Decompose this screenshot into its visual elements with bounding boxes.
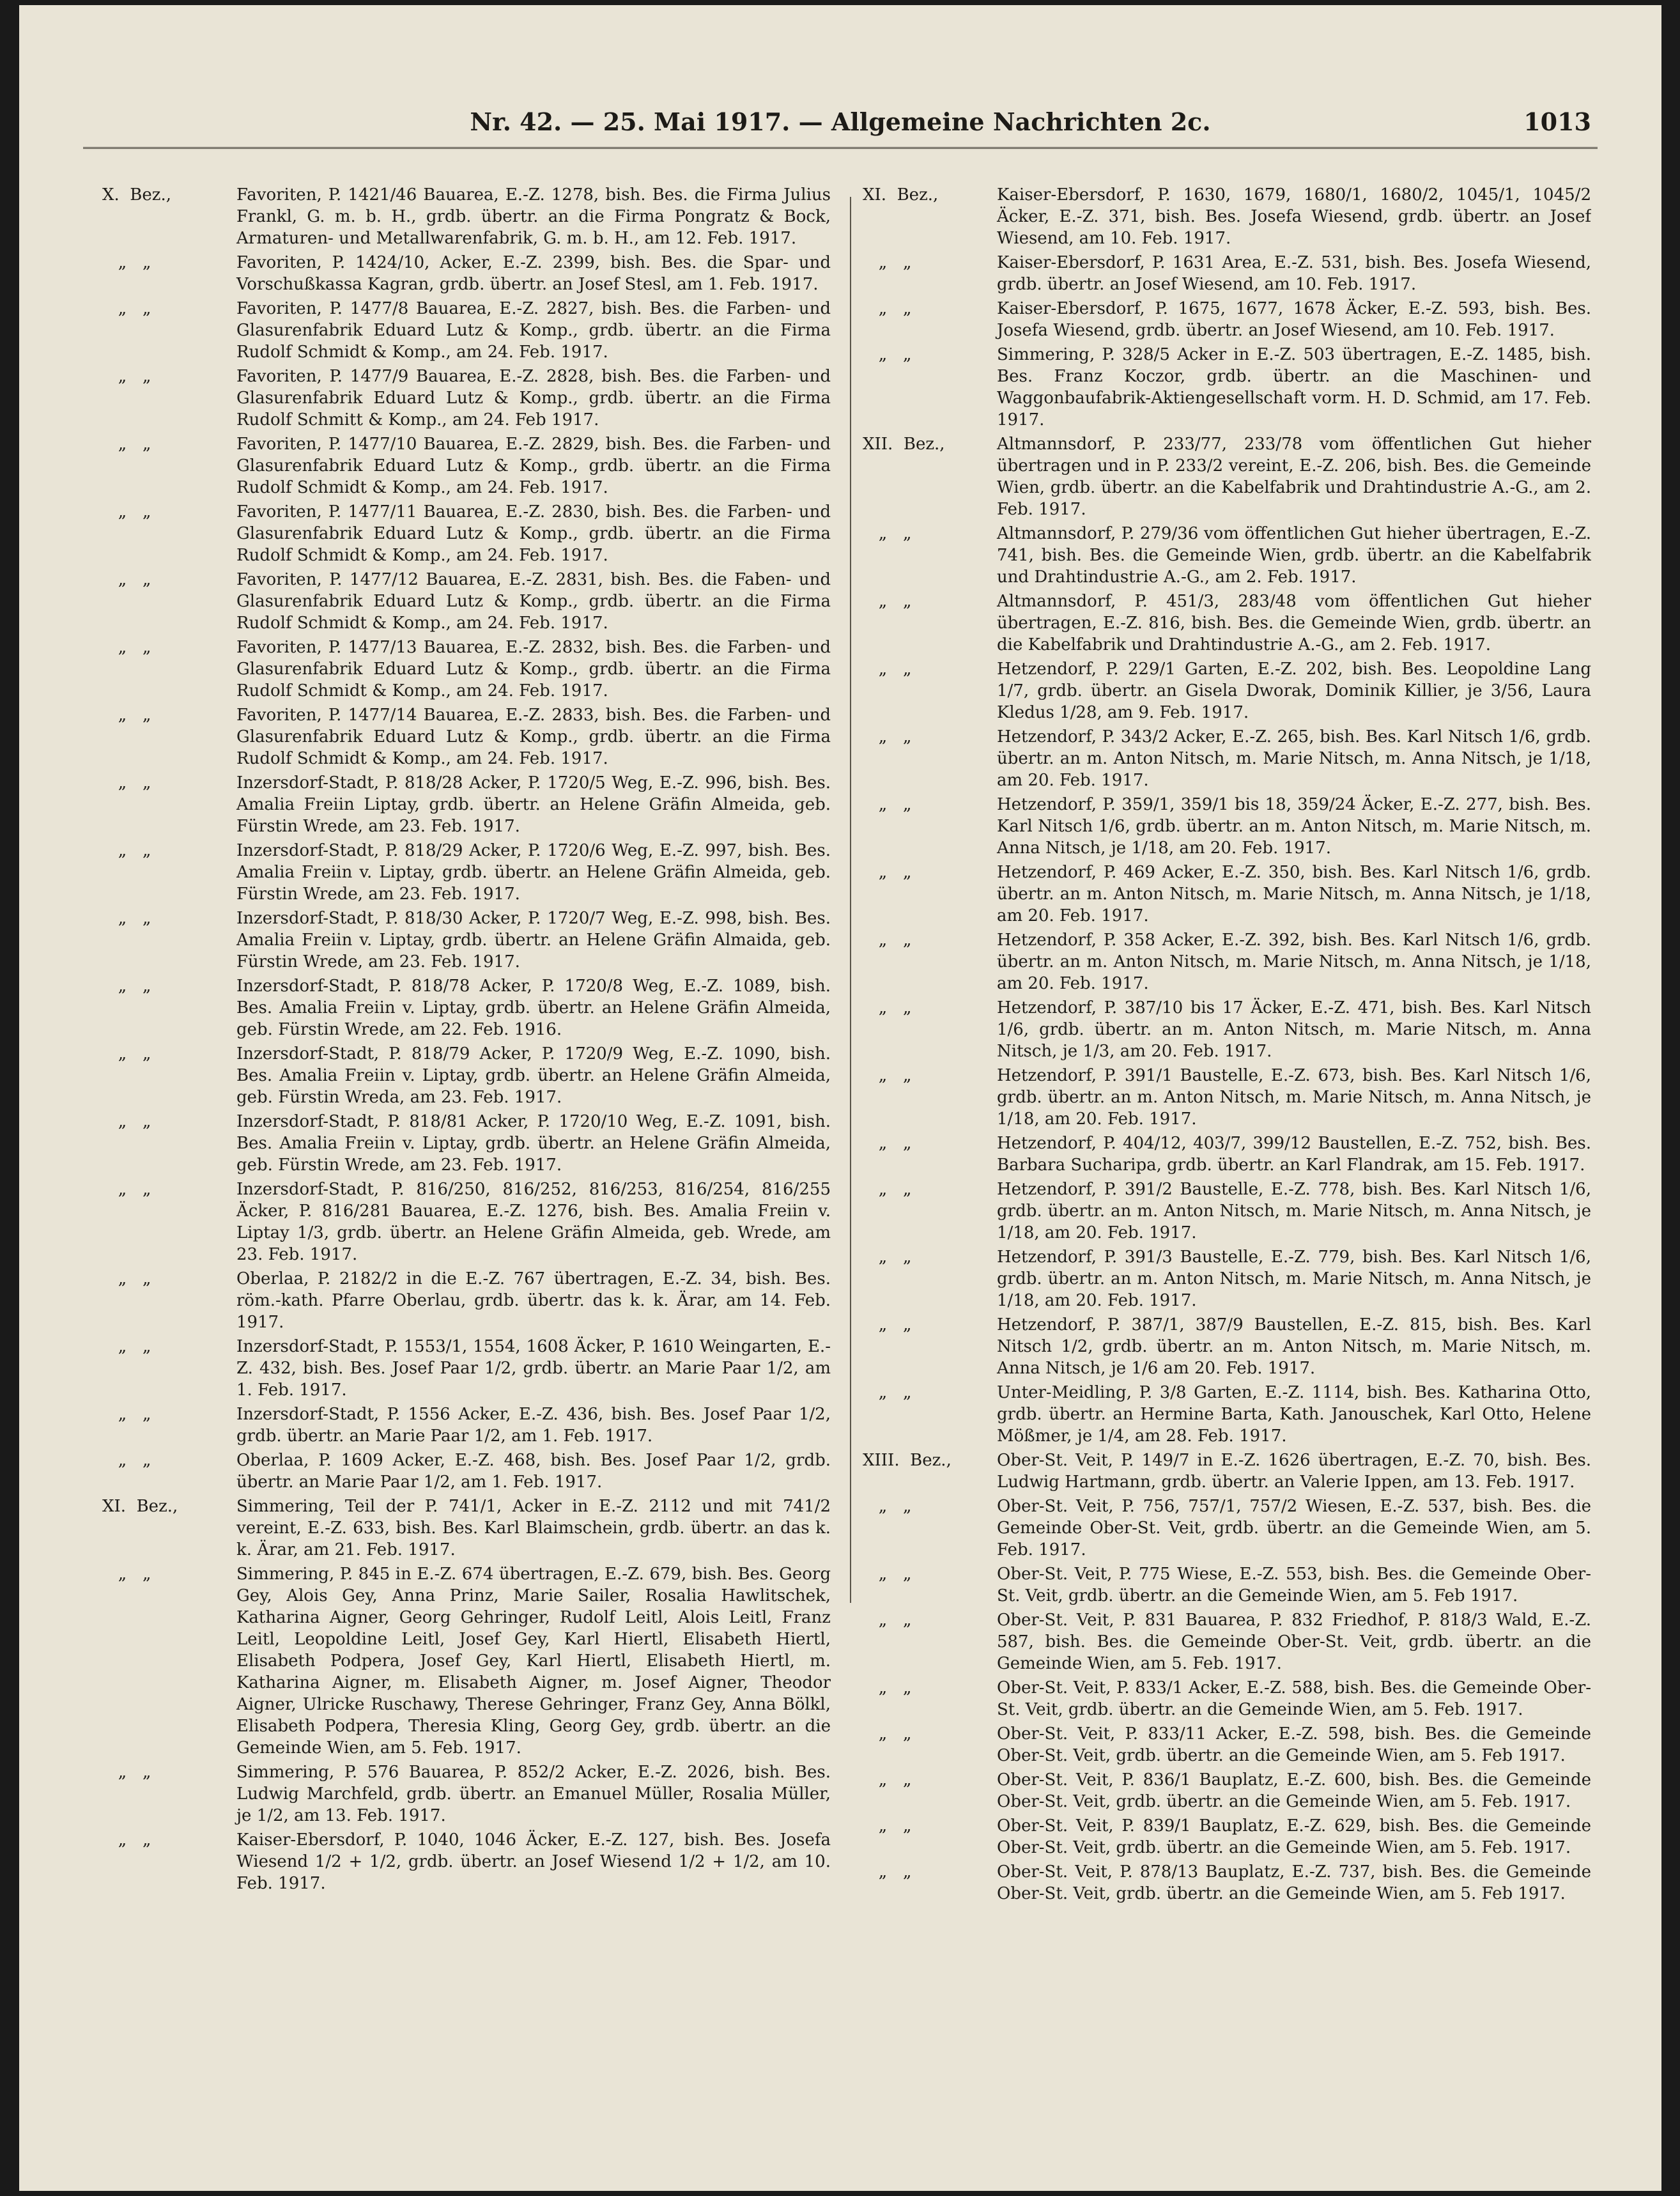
entry-text: Kaiser-Ebersdorf, P. 1630, 1679, 1680/1, 1680/2, 1045/1, 1045/2 Äcker, E.-Z. 371, bish. Bes. Josefa Wiesend, grdb. übertr. an Josef Wiesend, am 10. Feb. 1917. <box>997 185 1591 248</box>
entry-district: „ „ <box>102 1451 151 1470</box>
entry-text: Favoriten, P. 1477/12 Bauarea, E.-Z. 2831, bish. Bes. die Faben- und Glasurenfabrik Eduard Lutz & Komp., grdb. übertr. an die Firma Rudolf Schmidt & Komp., am 24. Feb. 1917. <box>236 570 831 633</box>
entry-text: Kaiser-Ebersdorf, P. 1631 Area, E.-Z. 531, bish. Bes. Josefa Wiesend, grdb. übertr. an Josef Wiesend, am 10. Feb. 1917. <box>997 253 1591 294</box>
entry-text: Favoriten, P. 1424/10, Acker, E.-Z. 2399, bish. Bes. die Spar- und Vorschußkassa Kagran, grdb. übertr. an Josef Stesl, am 1. Feb. 1917. <box>236 253 831 294</box>
entry-text: Inzersdorf-Stadt, P. 1556 Acker, E.-Z. 436, bish. Bes. Josef Paar 1/2, grdb. übertr. an Marie Paar 1/2, am 1. Feb. 1917. <box>236 1405 831 1446</box>
entry-district: „ „ <box>102 299 151 318</box>
register-entry <box>102 1179 831 1265</box>
header-rule <box>83 147 1598 154</box>
entry-text: Kaiser-Ebersdorf, P. 1040, 1046 Äcker, E.-Z. 127, bish. Bes. Josefa Wiesend 1/2 + 1/2, grdb. übertr. an Josef Wiesend 1/2 + 1/2, am 10. Feb. 1917. <box>236 1830 831 1893</box>
register-entry <box>102 908 831 973</box>
register-entry <box>863 1065 1591 1130</box>
entry-text: Hetzendorf, P. 343/2 Acker, E.-Z. 265, bish. Bes. Karl Nitsch 1/6, grdb. übertr. an m. Anton Nitsch, m. Marie Nitsch, m. Anna Nitsch, je 1/18, am 20. Feb. 1917. <box>997 727 1591 790</box>
entry-district: X. Bez., <box>102 185 172 205</box>
entry-district: „ „ <box>863 1383 912 1402</box>
entry-district: „ „ <box>863 931 912 950</box>
register-entry <box>863 1677 1591 1720</box>
register-entry <box>102 433 831 499</box>
entry-text: Ober-St. Veit, P. 836/1 Bauplatz, E.-Z. 600, bish. Bes. die Gemeinde Ober-St. Veit, grdb. übertr. an die Gemeinde Wien, am 5. Feb. 1917. <box>997 1770 1591 1811</box>
register-entry <box>863 1246 1591 1311</box>
register-entry <box>102 1563 831 1759</box>
entry-district: „ „ <box>102 909 151 928</box>
entry-district: „ „ <box>863 1134 912 1153</box>
entry-district: „ „ <box>863 1816 912 1836</box>
register-entry <box>102 184 831 249</box>
entry-district: XI. Bez., <box>863 185 939 205</box>
register-entry <box>102 1043 831 1108</box>
register-entry <box>863 344 1591 431</box>
entry-text: Favoriten, P. 1477/11 Bauarea, E.-Z. 2830, bish. Bes. die Farben- und Glasurenfabrik Eduard Lutz & Komp., grdb. übertr. an die Firma Rudolf Schmidt & Komp., am 24. Feb. 1917. <box>236 502 831 565</box>
entry-text: Hetzendorf, P. 469 Acker, E.-Z. 350, bish. Bes. Karl Nitsch 1/6, grdb. übertr. an m. Anton Nitsch, m. Marie Nitsch, m. Anna Nitsch, je 1/18, am 20. Feb. 1917. <box>997 863 1591 925</box>
register-entry <box>863 997 1591 1062</box>
register-entry <box>863 929 1591 994</box>
register-entry <box>102 366 831 431</box>
register-entry <box>102 569 831 634</box>
register-entry <box>102 704 831 769</box>
register-entry <box>102 1496 831 1561</box>
entry-text: Oberlaa, P. 1609 Acker, E.-Z. 468, bish. Bes. Josef Paar 1/2, grdb. übertr. an Marie Paar 1/2, am 1. Feb. 1917. <box>236 1451 831 1492</box>
entry-district: XII. Bez., <box>863 435 945 454</box>
entry-text: Kaiser-Ebersdorf, P. 1675, 1677, 1678 Äcker, E.-Z. 593, bish. Bes. Josefa Wiesend, grdb. übertr. an Josef Wiesend, am 10. Feb. 1917. <box>997 299 1591 340</box>
register-entry <box>863 433 1591 520</box>
entry-text: Simmering, P. 845 in E.-Z. 674 übertragen, E.-Z. 679, bish. Bes. Georg Gey, Alois Gey, Anna Prinz, Marie Sailer, Rosalia Hawlitschek, Katharina Aigner, Georg Gehringer, Rudolf Leitl, Alois Leitl, Franz Leitl, Leopoldine Leitl, Josef Gey, Karl Hiertl, Elisabeth Hiertl, Elisabeth Podpera, Josef Gey, Karl Hiertl, Elisabeth Hiertl, m. Katharina Aigner, m. Elisabeth Aigner, m. Josef Aigner, Theodor Aigner, Ulricke Ruschawy, Therese Gehringer, Franz Gey, Anna Bölkl, Elisabeth Podpera, Theresia Kling, Georg Gey, grdb. übertr. an die Gemeinde Wien, am 5. Feb. 1917. <box>236 1565 831 1758</box>
register-entry <box>863 1382 1591 1447</box>
entry-text: Favoriten, P. 1421/46 Bauarea, E.-Z. 1278, bish. Bes. die Firma Julius Frankl, G. m. b. H., grdb. übertr. an die Firma Pongratz & Bock, Armaturen- und Metallwarenfabrik, G. m. b. H., am 12. Feb. 1917. <box>236 185 831 248</box>
entry-district: „ „ <box>102 841 151 860</box>
entry-text: Favoriten, P. 1477/8 Bauarea, E.-Z. 2827, bish. Bes. die Farben- und Glasurenfabrik Eduard Lutz & Komp., grdb. übertr. an die Firma Rudolf Schmidt & Komp., am 24. Feb. 1917. <box>236 299 831 362</box>
register-entry <box>863 658 1591 723</box>
entry-text: Hetzendorf, P. 358 Acker, E.-Z. 392, bish. Bes. Karl Nitsch 1/6, grdb. übertr. an m. Anton Nitsch, m. Marie Nitsch, m. Anna Nitsch, je 1/18, am 20. Feb. 1917. <box>997 931 1591 993</box>
entry-district: „ „ <box>102 706 151 725</box>
register-entry <box>863 1179 1591 1244</box>
register-entry <box>102 501 831 566</box>
register-entry <box>102 1761 831 1827</box>
entry-district: „ „ <box>863 1862 912 1882</box>
entry-district: „ „ <box>102 773 151 793</box>
entry-text: Altmannsdorf, P. 233/77, 233/78 vom öffentlichen Gut hieher übertragen und in P. 233/2 vereint, E.-Z. 206, bish. Bes. die Gemeinde Wien, grdb. übertr. an die Kabelfabrik und Drahtindustrie A.-G., am 2. Feb. 1917. <box>997 435 1591 519</box>
entry-text: Hetzendorf, P. 391/3 Baustelle, E.-Z. 779, bish. Bes. Karl Nitsch 1/6, grdb. übertr. an m. Anton Nitsch, m. Marie Nitsch, m. Anna Nitsch, je 1/18, am 20. Feb. 1917. <box>997 1248 1591 1310</box>
register-entry <box>863 1861 1591 1905</box>
entry-text: Favoriten, P. 1477/13 Bauarea, E.-Z. 2832, bish. Bes. die Farben- und Glasurenfabrik Eduard Lutz & Komp., grdb. übertr. an die Firma Rudolf Schmidt & Komp., am 24. Feb. 1917. <box>236 638 831 700</box>
register-entry <box>863 726 1591 791</box>
entry-district: „ „ <box>863 1611 912 1630</box>
entry-district: „ „ <box>863 1724 912 1744</box>
entry-text: Inzersdorf-Stadt, P. 818/79 Acker, P. 1720/9 Weg, E.-Z. 1090, bish. Bes. Amalia Freiin v. Liptay, grdb. übertr. an Helene Gräfin Almeida, geb. Fürstin Wreda, am 23. Feb. 1917. <box>236 1044 831 1107</box>
entry-district: „ „ <box>102 570 151 589</box>
entry-district: „ „ <box>102 502 151 522</box>
register-entry <box>102 772 831 837</box>
register-entry <box>102 1111 831 1176</box>
register-entry <box>102 252 831 295</box>
register-entry <box>102 1829 831 1894</box>
entry-text: Inzersdorf-Stadt, P. 818/29 Acker, P. 1720/6 Weg, E.-Z. 997, bish. Bes. Amalia Freiin v. Liptay, grdb. übertr. an Helene Gräfin Almeida, geb. Fürstin Wrede, am 23. Feb. 1917. <box>236 841 831 904</box>
entry-text: Unter-Meidling, P. 3/8 Garten, E.-Z. 1114, bish. Bes. Katharina Otto, grdb. übertr. an Hermine Barta, Kath. Janouschek, Karl Otto, Helene Mößmer, je 1/4, am 28. Feb. 1917. <box>997 1383 1591 1446</box>
entry-district: „ „ <box>863 1315 912 1334</box>
entry-district: „ „ <box>863 345 912 364</box>
entry-district: „ „ <box>102 1180 151 1199</box>
register-entry <box>863 1609 1591 1674</box>
entry-district: „ „ <box>863 524 912 543</box>
entry-district: „ „ <box>102 977 151 996</box>
register-entry <box>863 1496 1591 1561</box>
entry-district: „ „ <box>863 299 912 318</box>
entry-district: „ „ <box>102 1269 151 1288</box>
entry-text: Inzersdorf-Stadt, P. 818/81 Acker, P. 1720/10 Weg, E.-Z. 1091, bish. Bes. Amalia Freiin v. Liptay, grdb. übertr. an Helene Gräfin Almeida, geb. Fürstin Wrede, am 23. Feb. 1917. <box>236 1112 831 1175</box>
entry-district: „ „ <box>863 998 912 1017</box>
entry-text: Hetzendorf, P. 391/2 Baustelle, E.-Z. 778, bish. Bes. Karl Nitsch 1/6, grdb. übertr. an m. Anton Nitsch, m. Marie Nitsch, m. Anna Nitsch, je 1/18, am 20. Feb. 1917. <box>997 1180 1591 1242</box>
register-entry <box>863 1563 1591 1607</box>
entry-district: „ „ <box>863 727 912 746</box>
entry-text: Ober-St. Veit, P. 833/1 Acker, E.-Z. 588, bish. Bes. die Gemeinde Ober-St. Veit, grdb. übertr. an die Gemeinde Wien, am 5. Feb. 1917. <box>997 1678 1591 1719</box>
entry-district: „ „ <box>863 253 912 272</box>
entry-text: Hetzendorf, P. 391/1 Baustelle, E.-Z. 673, bish. Bes. Karl Nitsch 1/6, grdb. übertr. an m. Anton Nitsch, m. Marie Nitsch, m. Anna Nitsch, je 1/18, am 20. Feb. 1917. <box>997 1066 1591 1129</box>
entry-text: Hetzendorf, P. 359/1, 359/1 bis 18, 359/24 Äcker, E.-Z. 277, bish. Bes. Karl Nitsch 1/6, grdb. übertr. an m. Anton Nitsch, m. Marie Nitsch, m. Anna Nitsch, je 1/18, am 20. Feb. 1917. <box>997 795 1591 858</box>
register-entry <box>863 1450 1591 1493</box>
entry-district: „ „ <box>102 1337 151 1356</box>
register-entry <box>863 794 1591 859</box>
entry-text: Ober-St. Veit, P. 831 Bauarea, P. 832 Friedhof, P. 818/3 Wald, E.-Z. 587, bish. Bes. die Gemeinde Ober-St. Veit, grdb. übertr. an die Gemeinde Wien, am 5. Feb. 1917. <box>997 1611 1591 1673</box>
entry-district: „ „ <box>863 1565 912 1584</box>
entry-district: „ „ <box>102 1565 151 1584</box>
entry-district: „ „ <box>863 592 912 611</box>
entry-text: Simmering, Teil der P. 741/1, Acker in E.-Z. 2112 und mit 741/2 vereint, E.-Z. 633, bish. Bes. Karl Blaimschein, grdb. übertr. an das k. k. Ärar, am 21. Feb. 1917. <box>236 1497 831 1559</box>
page-header <box>89 107 1591 146</box>
register-entry <box>863 1133 1591 1176</box>
register-entry <box>102 1450 831 1493</box>
entry-district: „ „ <box>863 660 912 679</box>
entry-text: Ober-St. Veit, P. 878/13 Bauplatz, E.-Z. 737, bish. Bes. die Gemeinde Ober-St. Veit, grdb. übertr. an die Gemeinde Wien, am 5. Feb 1917. <box>997 1862 1591 1903</box>
entry-district: „ „ <box>102 1763 151 1782</box>
entry-text: Simmering, P. 576 Bauarea, P. 852/2 Acker, E.-Z. 2026, bish. Bes. Ludwig Marchfeld, grdb. übertr. an Emanuel Müller, Rosalia Müller, je 1/2, am 13. Feb. 1917. <box>236 1763 831 1825</box>
entry-district: „ „ <box>102 1112 151 1131</box>
document-page <box>19 5 1661 2191</box>
register-entry <box>863 1723 1591 1767</box>
header-title: Nr. 42. — 25. Mai 1917. — Allgemeine Nachrichten 2c. <box>470 107 1211 136</box>
entry-district: „ „ <box>102 367 151 386</box>
register-entry <box>863 1815 1591 1859</box>
register-entry <box>102 1268 831 1333</box>
entry-district: „ „ <box>863 1497 912 1516</box>
entry-district: „ „ <box>863 795 912 814</box>
entry-text: Oberlaa, P. 2182/2 in die E.-Z. 767 übertragen, E.-Z. 34, bish. Bes. röm.-kath. Pfarre Oberlau, grdb. übertr. das k. k. Ärar, am 14. Feb. 1917. <box>236 1269 831 1332</box>
entry-text: Altmannsdorf, P. 451/3, 283/48 vom öffentlichen Gut hieher übertragen, E.-Z. 816, bish. Bes. die Gemeinde Wien, grdb. übertr. an die Kabelfabrik und Drahtindustrie A.-G., am 2. Feb. 1917. <box>997 592 1591 654</box>
entry-text: Ober-St. Veit, P. 839/1 Bauplatz, E.-Z. 629, bish. Bes. die Gemeinde Ober-St. Veit, grdb. übertr. an die Gemeinde Wien, am 5. Feb. 1917. <box>997 1816 1591 1857</box>
left-column <box>102 184 831 2172</box>
register-entry <box>102 840 831 905</box>
register-entry <box>863 184 1591 249</box>
register-entry <box>863 862 1591 927</box>
register-entry <box>863 252 1591 295</box>
register-entry <box>102 975 831 1040</box>
register-entry <box>863 298 1591 341</box>
entry-text: Inzersdorf-Stadt, P. 1553/1, 1554, 1608 Äcker, P. 1610 Weingarten, E.-Z. 432, bish. Bes. Josef Paar 1/2, grdb. übertr. an Marie Paar 1/2, am 1. Feb. 1917. <box>236 1337 831 1400</box>
entry-text: Simmering, P. 328/5 Acker in E.-Z. 503 übertragen, E.-Z. 1485, bish. Bes. Franz Koczor, grdb. übertr. an die Maschinen- und Waggonbaufabrik-Aktiengesellschaft vorm. H. D. Schmid, am 17. Feb. 1917. <box>997 345 1591 429</box>
entry-text: Favoriten, P. 1477/9 Bauarea, E.-Z. 2828, bish. Bes. die Farben- und Glasurenfabrik Eduard Lutz & Komp., grdb. übertr. an die Firma Rudolf Schmitt & Komp., am 24. Feb 1917. <box>236 367 831 429</box>
entry-text: Inzersdorf-Stadt, P. 816/250, 816/252, 816/253, 816/254, 816/255 Äcker, P. 816/281 Bauarea, E.-Z. 1276, bish. Bes. Amalia Freiin v. Liptay 1/3, grdb. übertr. an Helene Gräfin Almeida, geb. Wrede, am 23. Feb. 1917. <box>236 1180 831 1264</box>
entry-district: „ „ <box>863 1066 912 1085</box>
entry-district: „ „ <box>863 1678 912 1697</box>
entry-text: Favoriten, P. 1477/10 Bauarea, E.-Z. 2829, bish. Bes. die Farben- und Glasurenfabrik Eduard Lutz & Komp., grdb. übertr. an die Firma Rudolf Schmidt & Komp., am 24. Feb. 1917. <box>236 435 831 497</box>
entry-district: „ „ <box>102 1830 151 1850</box>
page-number: 1013 <box>1523 107 1591 136</box>
register-entry <box>102 1336 831 1401</box>
entry-text: Inzersdorf-Stadt, P. 818/28 Acker, P. 1720/5 Weg, E.-Z. 996, bish. Bes. Amalia Freiin Liptay, grdb. übertr. an Helene Gräfin Almeida, geb. Fürstin Wrede, am 23. Feb. 1917. <box>236 773 831 836</box>
register-entry <box>102 637 831 702</box>
entry-district: „ „ <box>863 863 912 882</box>
entry-text: Favoriten, P. 1477/14 Bauarea, E.-Z. 2833, bish. Bes. die Farben- und Glasurenfabrik Eduard Lutz & Komp., grdb. übertr. an die Firma Rudolf Schmidt & Komp., am 24. Feb. 1917. <box>236 706 831 768</box>
entry-text: Inzersdorf-Stadt, P. 818/30 Acker, P. 1720/7 Weg, E.-Z. 998, bish. Bes. Amalia Freiin v. Liptay, grdb. übertr. an Helene Gräfin Almaida, geb. Fürstin Wrede, am 23. Feb. 1917. <box>236 909 831 971</box>
entry-text: Ober-St. Veit, P. 756, 757/1, 757/2 Wiesen, E.-Z. 537, bish. Bes. die Gemeinde Ober-St. Veit, grdb. übertr. an die Gemeinde Wien, am 5. Feb. 1917. <box>997 1497 1591 1559</box>
register-entry <box>863 591 1591 656</box>
entry-text: Hetzendorf, P. 387/10 bis 17 Äcker, E.-Z. 471, bish. Bes. Karl Nitsch 1/6, grdb. übertr. an m. Anton Nitsch, m. Marie Nitsch, m. Anna Nitsch, je 1/3, am 20. Feb. 1917. <box>997 998 1591 1061</box>
entry-text: Ober-St. Veit, P. 149/7 in E.-Z. 1626 übertragen, E.-Z. 70, bish. Bes. Ludwig Hartmann, grdb. übertr. an Valerie Ippen, am 13. Feb. 1917. <box>997 1451 1591 1492</box>
entry-district: „ „ <box>863 1770 912 1790</box>
column-divider <box>850 197 851 1603</box>
entry-district: „ „ <box>102 638 151 657</box>
register-entry <box>102 1403 831 1447</box>
entry-text: Altmannsdorf, P. 279/36 vom öffentlichen Gut hieher übertragen, E.-Z. 741, bish. Bes. die Gemeinde Wien, grdb. übertr. an die Kabelfabrik und Drahtindustrie A.-G., am 2. Feb. 1917. <box>997 524 1591 587</box>
entry-district: „ „ <box>102 253 151 272</box>
entry-text: Inzersdorf-Stadt, P. 818/78 Acker, P. 1720/8 Weg, E.-Z. 1089, bish. Bes. Amalia Freiin v. Liptay, grdb. übertr. an Helene Gräfin Almeida, geb. Fürstin Wrede, am 22. Feb. 1916. <box>236 977 831 1039</box>
register-entry <box>102 298 831 363</box>
register-entry <box>863 1314 1591 1379</box>
entry-district: XIII. Bez., <box>863 1451 952 1470</box>
entry-district: „ „ <box>863 1180 912 1199</box>
entry-district: „ „ <box>102 435 151 454</box>
entry-district: „ „ <box>102 1405 151 1424</box>
entry-text: Ober-St. Veit, P. 775 Wiese, E.-Z. 553, bish. Bes. die Gemeinde Ober-St. Veit, grdb. übertr. an die Gemeinde Wien, am 5. Feb 1917. <box>997 1565 1591 1605</box>
entry-district: XI. Bez., <box>102 1497 178 1516</box>
entry-text: Hetzendorf, P. 404/12, 403/7, 399/12 Baustellen, E.-Z. 752, bish. Bes. Barbara Sucharipa, grdb. übertr. an Karl Flandrak, am 15. Feb. 1917. <box>997 1134 1591 1175</box>
register-entry <box>863 523 1591 588</box>
entry-text: Ober-St. Veit, P. 833/11 Acker, E.-Z. 598, bish. Bes. die Gemeinde Ober-St. Veit, grdb. übertr. an die Gemeinde Wien, am 5. Feb 1917. <box>997 1724 1591 1765</box>
entry-text: Hetzendorf, P. 229/1 Garten, E.-Z. 202, bish. Bes. Leopoldine Lang 1/7, grdb. übertr. an Gisela Dworak, Dominik Killier, je 3/56, Laura Kledus 1/28, am 9. Feb. 1917. <box>997 660 1591 722</box>
register-entry <box>863 1769 1591 1813</box>
right-column <box>863 184 1591 2172</box>
entry-text: Hetzendorf, P. 387/1, 387/9 Baustellen, E.-Z. 815, bish. Bes. Karl Nitsch 1/2, grdb. übertr. an m. Anton Nitsch, m. Marie Nitsch, m. Anna Nitsch, je 1/6 am 20. Feb. 1917. <box>997 1315 1591 1378</box>
entry-district: „ „ <box>863 1248 912 1267</box>
entry-district: „ „ <box>102 1044 151 1063</box>
